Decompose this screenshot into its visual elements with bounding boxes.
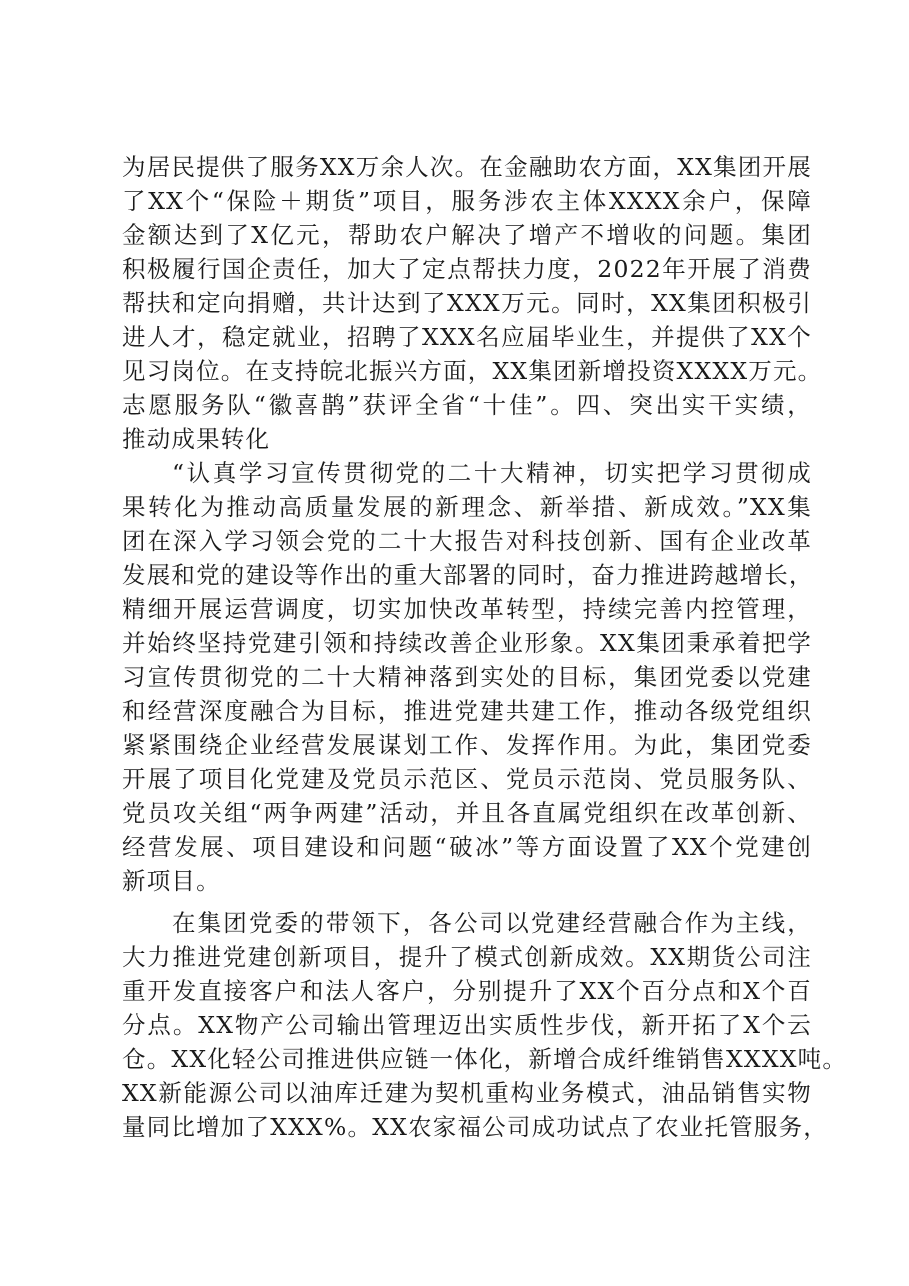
text-line: 见习岗位。在支持皖北振兴方面，XX集团新增投资XXXX万元。 <box>122 357 823 385</box>
text-line: 仓。XX化轻公司推进供应链一体化，新增合成纤维销售XXXX吨。 <box>122 1045 848 1073</box>
text-line: XX新能源公司以油库迁建为契机重构业务模式，油品销售实物 <box>122 1079 812 1107</box>
paragraph-3 <box>122 906 848 1144</box>
text-line: 帮扶和定向捐赠，共计达到了XXX万元。同时，XX集团积极引 <box>122 289 812 317</box>
text-line: 经营发展、项目建设和问题“破冰”等方面设置了XX个党建创 <box>122 833 812 861</box>
text-line: 习宣传贯彻党的二十大精神落到实处的目标，集团党委以党建 <box>122 663 812 691</box>
text-line: 推动成果转化 <box>122 425 271 453</box>
text-line: 量同比增加了XXX%。XX农家福公司成功试点了农业托管服务， <box>122 1113 828 1141</box>
text-line: 重开发直接客户和法人客户，分别提升了XX个百分点和X个百 <box>122 977 812 1005</box>
text-line: 发展和党的建设等作出的重大部署的同时，奋力推进跨越增长， <box>122 561 814 589</box>
text-line: 金额达到了X亿元，帮助农户解决了增产不增收的问题。集团 <box>122 221 812 249</box>
text-line: 在集团党委的带领下，各公司以党建经营融合作为主线， <box>172 909 812 937</box>
text-line: 了XX个“保险＋期货”项目，服务涉农主体XXXX余户，保障 <box>122 187 812 215</box>
text-line: 为居民提供了服务XX万余人次。在金融助农方面，XX集团开展 <box>122 153 812 181</box>
text-line: 团在深入学习领会党的二十大报告对科技创新、国有企业改革 <box>122 527 812 555</box>
text-line: 大力推进党建创新项目，提升了模式创新成效。XX期货公司注 <box>122 943 812 971</box>
text-line: 开展了项目化党建及党员示范区、党员示范岗、党员服务队、 <box>122 765 812 793</box>
text-line: 精细开展运营调度，切实加快改革转型，持续完善内控管理， <box>122 595 812 623</box>
text-line: 并始终坚持党建引领和持续改善企业形象。XX集团秉承着把学 <box>122 629 812 657</box>
paragraph-2 <box>122 456 812 898</box>
text-line: 进人才，稳定就业，招聘了XXX名应届毕业生，并提供了XX个 <box>122 323 812 351</box>
text-line: “认真学习宣传贯彻党的二十大精神，切实把学习贯彻成 <box>172 459 812 487</box>
text-line: 果转化为推动高质量发展的新理念、新举措、新成效。”XX集 <box>122 493 812 521</box>
paragraph-1 <box>122 150 823 456</box>
text-line: 分点。XX物产公司输出管理迈出实质性步伐，新开拓了X个云 <box>122 1011 812 1039</box>
text-line: 新项目。 <box>122 867 221 895</box>
document-body <box>122 150 848 1144</box>
text-line: 党员攻关组“两争两建”活动，并且各直属党组织在改革创新、 <box>122 799 812 827</box>
paragraph-spacer <box>122 898 812 906</box>
text-line: 紧紧围绕企业经营发展谋划工作、发挥作用。为此，集团党委 <box>122 731 812 759</box>
text-line: 志愿服务队“徽喜鹊”获评全省“十佳”。四、突出实干实绩， <box>122 391 812 419</box>
text-line: 积极履行国企责任，加大了定点帮扶力度，2022年开展了消费 <box>122 255 812 283</box>
text-line: 和经营深度融合为目标，推进党建共建工作，推动各级党组织 <box>122 697 812 725</box>
